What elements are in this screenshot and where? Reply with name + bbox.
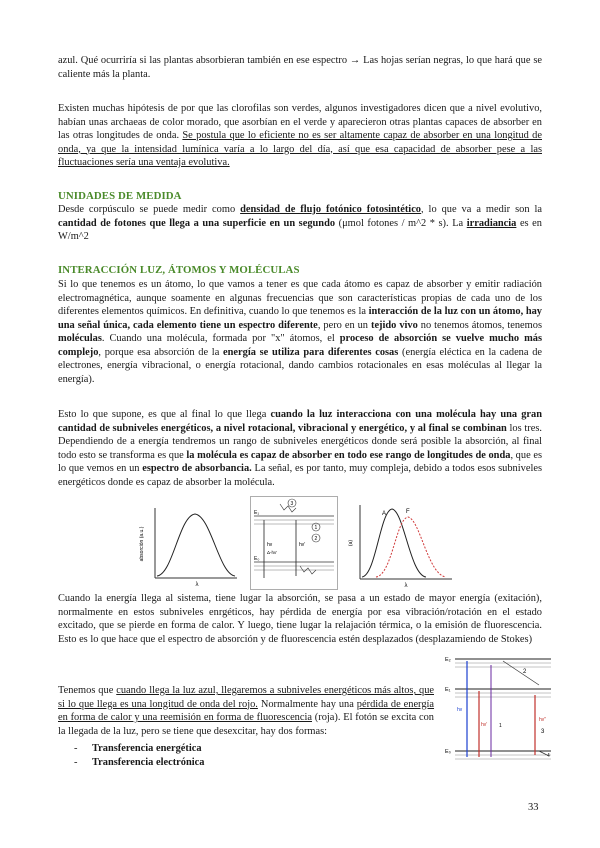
- paragraph-6: [58, 592, 542, 646]
- bold-term: proceso de absorción se vuelve mucho más complejo: [58, 333, 542, 358]
- list-item-text: Transferencia energética: [92, 743, 202, 754]
- fig2-n1: 1: [314, 525, 318, 531]
- text-run: , que es lo que vemos en un: [58, 449, 542, 474]
- heading-unidades: UNIDADES DE MEDIDA: [58, 190, 182, 202]
- heading-interaccion: INTERACCIÓN LUZ, ÁTOMOS Y MOLÉCULAS: [58, 264, 300, 276]
- figure-frame: [251, 497, 338, 590]
- paragraph-text: azul. Qué ocurriría si las plantas absorbieran también en ese espectro → Las hojas serían negras, lo que hará que se caliente más la planta.: [58, 55, 542, 80]
- fig4-n3: 3: [541, 729, 545, 735]
- fig2-label-hv: hν: [267, 542, 273, 548]
- absorption-curve: [157, 514, 235, 576]
- underlined-text: cuando llega la luz azul, llegaremos a subniveles energéticos más altos, que si lo que llega es una longitud de onda del rojo.: [58, 685, 434, 710]
- text-run: (roja). El fotón se excita con la llegada de la luz, pero se tiene que desexcitar, hay dos formas:: [58, 712, 434, 737]
- list-item: [74, 756, 204, 770]
- text-run: , pero en un: [317, 319, 371, 331]
- underlined-text: pérdida de energía en forma de calor y una reemisión en forma de fluorescencia: [58, 698, 435, 723]
- text-run: (energía eléctica en la cadena de electrones, energía vibracional, o energía rotacional, dando cambios rotacionales en esas moléculas al llegar la energía).: [58, 346, 542, 385]
- bold-term: cuando la luz interacciona con una molécula hay una gran cantidad de subniveles energéticos, a nivel rotacional, vibracional y energético, y al final se combinan: [58, 409, 542, 434]
- fig2-label-e1: E₁: [254, 510, 260, 516]
- fig3-label-f: F: [406, 509, 410, 515]
- text-run: . Cuando una molécula, formada por "x" átomos, el: [101, 333, 340, 344]
- fig3-ylabel: (a): [348, 539, 354, 547]
- list-item-text: Transferencia electrónica: [92, 757, 205, 768]
- paragraph-5: [58, 408, 542, 489]
- bold-term: cantidad de fotones que llega a una superficie en un segundo: [58, 217, 336, 229]
- bold-term: densidad de flujo fotónico fotosintético: [240, 204, 421, 215]
- fig3-label-a: A: [382, 511, 387, 517]
- text-run: , porque esa absorción de la: [98, 346, 224, 358]
- bold-term: la molécula es capaz de absorber en todo ese rango de longitudes de onda: [186, 449, 511, 461]
- fig4-e1: E₁: [445, 687, 451, 693]
- fig4-hv2: hν′: [481, 722, 488, 728]
- fig2-label-e0: E₀: [254, 556, 260, 562]
- bold-term: moléculas: [58, 333, 102, 344]
- paragraph-4: [58, 278, 542, 386]
- text-run: Si lo que tenemos es un átomo, lo que vamos a tener es que cada átomo es capaz de absorber y emitir radiación electromagnética, aunque soamente en algunas frecuencias que son características propias de cada uno de los diferentes elementos químicos. En definitiva, cuando lo que tenemos es la: [58, 279, 542, 317]
- text-run: Tenemos que: [58, 685, 117, 696]
- internal-conversion: [503, 661, 539, 685]
- energy-levels-figure: [250, 496, 338, 590]
- text-run: Cuando la energía llega al sistema, tiene lugar la absorción, se pasa a un estado de mayor energía (exitación), normalmente en estos subniveles enrgéticos, hay pérdida de energía por esa vibración/rotación en el estado excitado, que se pierde en forma de calor. Y luego, tiene lugar la relajación térmica, o la emisión de fluorescencia. Esto es lo que hace que el espectro de absorción y de fluorescencia estén desplazados (desplazamiendo de Stokes): [58, 593, 542, 645]
- paragraph-2: [58, 102, 542, 170]
- relaxation: [539, 751, 547, 755]
- fig4-e0: E₀: [445, 749, 451, 755]
- absorption-curve: [362, 509, 426, 577]
- fig4-e2: E₂: [445, 657, 451, 663]
- paragraph-3: [58, 203, 542, 244]
- fig2-n3: 3: [290, 501, 294, 507]
- text-run: los tres. Dependiendo de a energía tendremos un rango de subniveles energéticos donde será posible la absorción, al final todo esto se transforma es que: [58, 422, 543, 461]
- text-run: Esto lo que supone, es que al final lo que llega: [58, 409, 271, 420]
- transfer-list: [74, 742, 204, 770]
- fig2-n2: 2: [314, 536, 318, 542]
- paragraph-1: [58, 54, 542, 81]
- fig4-n4: 4: [547, 753, 550, 759]
- bold-term: interacción de la luz con un átomo, hay una señal única, cada elemento tiene un espectro diferente: [58, 306, 542, 331]
- text-run: La señal, es por tanto, muy compleja, debido a todos esos subniveles energéticos donde es capaz de absorber la molécula.: [58, 463, 542, 488]
- bold-term: espectro de absorbancia.: [142, 463, 252, 474]
- fig3-xlabel: λ: [404, 583, 408, 589]
- bold-term: irradiancia: [466, 217, 517, 229]
- fig2-label-delta: Δ-hν′: [267, 550, 278, 555]
- fig4-n1: 1: [499, 723, 502, 729]
- bold-term: tejido vivo: [370, 319, 418, 331]
- page-number: 33: [528, 802, 539, 813]
- fig2-label-hv2: hν′: [299, 542, 306, 548]
- text-run: Normalmente hay una: [257, 698, 357, 710]
- underlined-text: Se postula que lo eficiente no es ser altamente capaz de absorber en una longitud de onda, ya que la intensidad lumínica varía a lo largo del día, así que esa capacidad de absorber pese a las fluctuaciones sería una ventaja evolutiva.: [58, 130, 542, 168]
- fig1-ylabel: absorción (a.u.): [139, 526, 145, 562]
- text-run: no tenemos átomos, tenemos: [417, 319, 542, 331]
- fig4-hv: hν: [457, 707, 463, 713]
- fig1-xlabel: λ: [195, 582, 199, 588]
- fluorescence-curve: [376, 517, 446, 577]
- stokes-shift-figure: [346, 499, 456, 589]
- text-run: Desde corpúsculo se puede medir como: [58, 204, 241, 215]
- fluorescence-energy-diagram: [443, 651, 555, 765]
- fig4-hvf: hν″: [539, 717, 547, 723]
- bold-term: energía se utiliza para diferentes cosas: [223, 346, 399, 358]
- paragraph-text: Existen muchas hipótesis de por que las clorofilas son verdes, algunos investigadores dicen que a nivel evolutivo, habían unas archaeas de color morado, que asorbían en el verde y aparecieron otras plantas capaces de absorber en las otras longitudes de onda.: [58, 103, 542, 141]
- absorption-spectrum-figure: [133, 500, 241, 588]
- list-item: [74, 742, 204, 756]
- text-run: (μmol fotones / m^2 * s). La: [335, 217, 467, 229]
- fig4-n2: 2: [523, 669, 527, 675]
- paragraph-7: [58, 684, 434, 738]
- text-run: , lo que va a medir son la: [421, 204, 542, 215]
- text-run: es en W/m^2: [58, 217, 542, 242]
